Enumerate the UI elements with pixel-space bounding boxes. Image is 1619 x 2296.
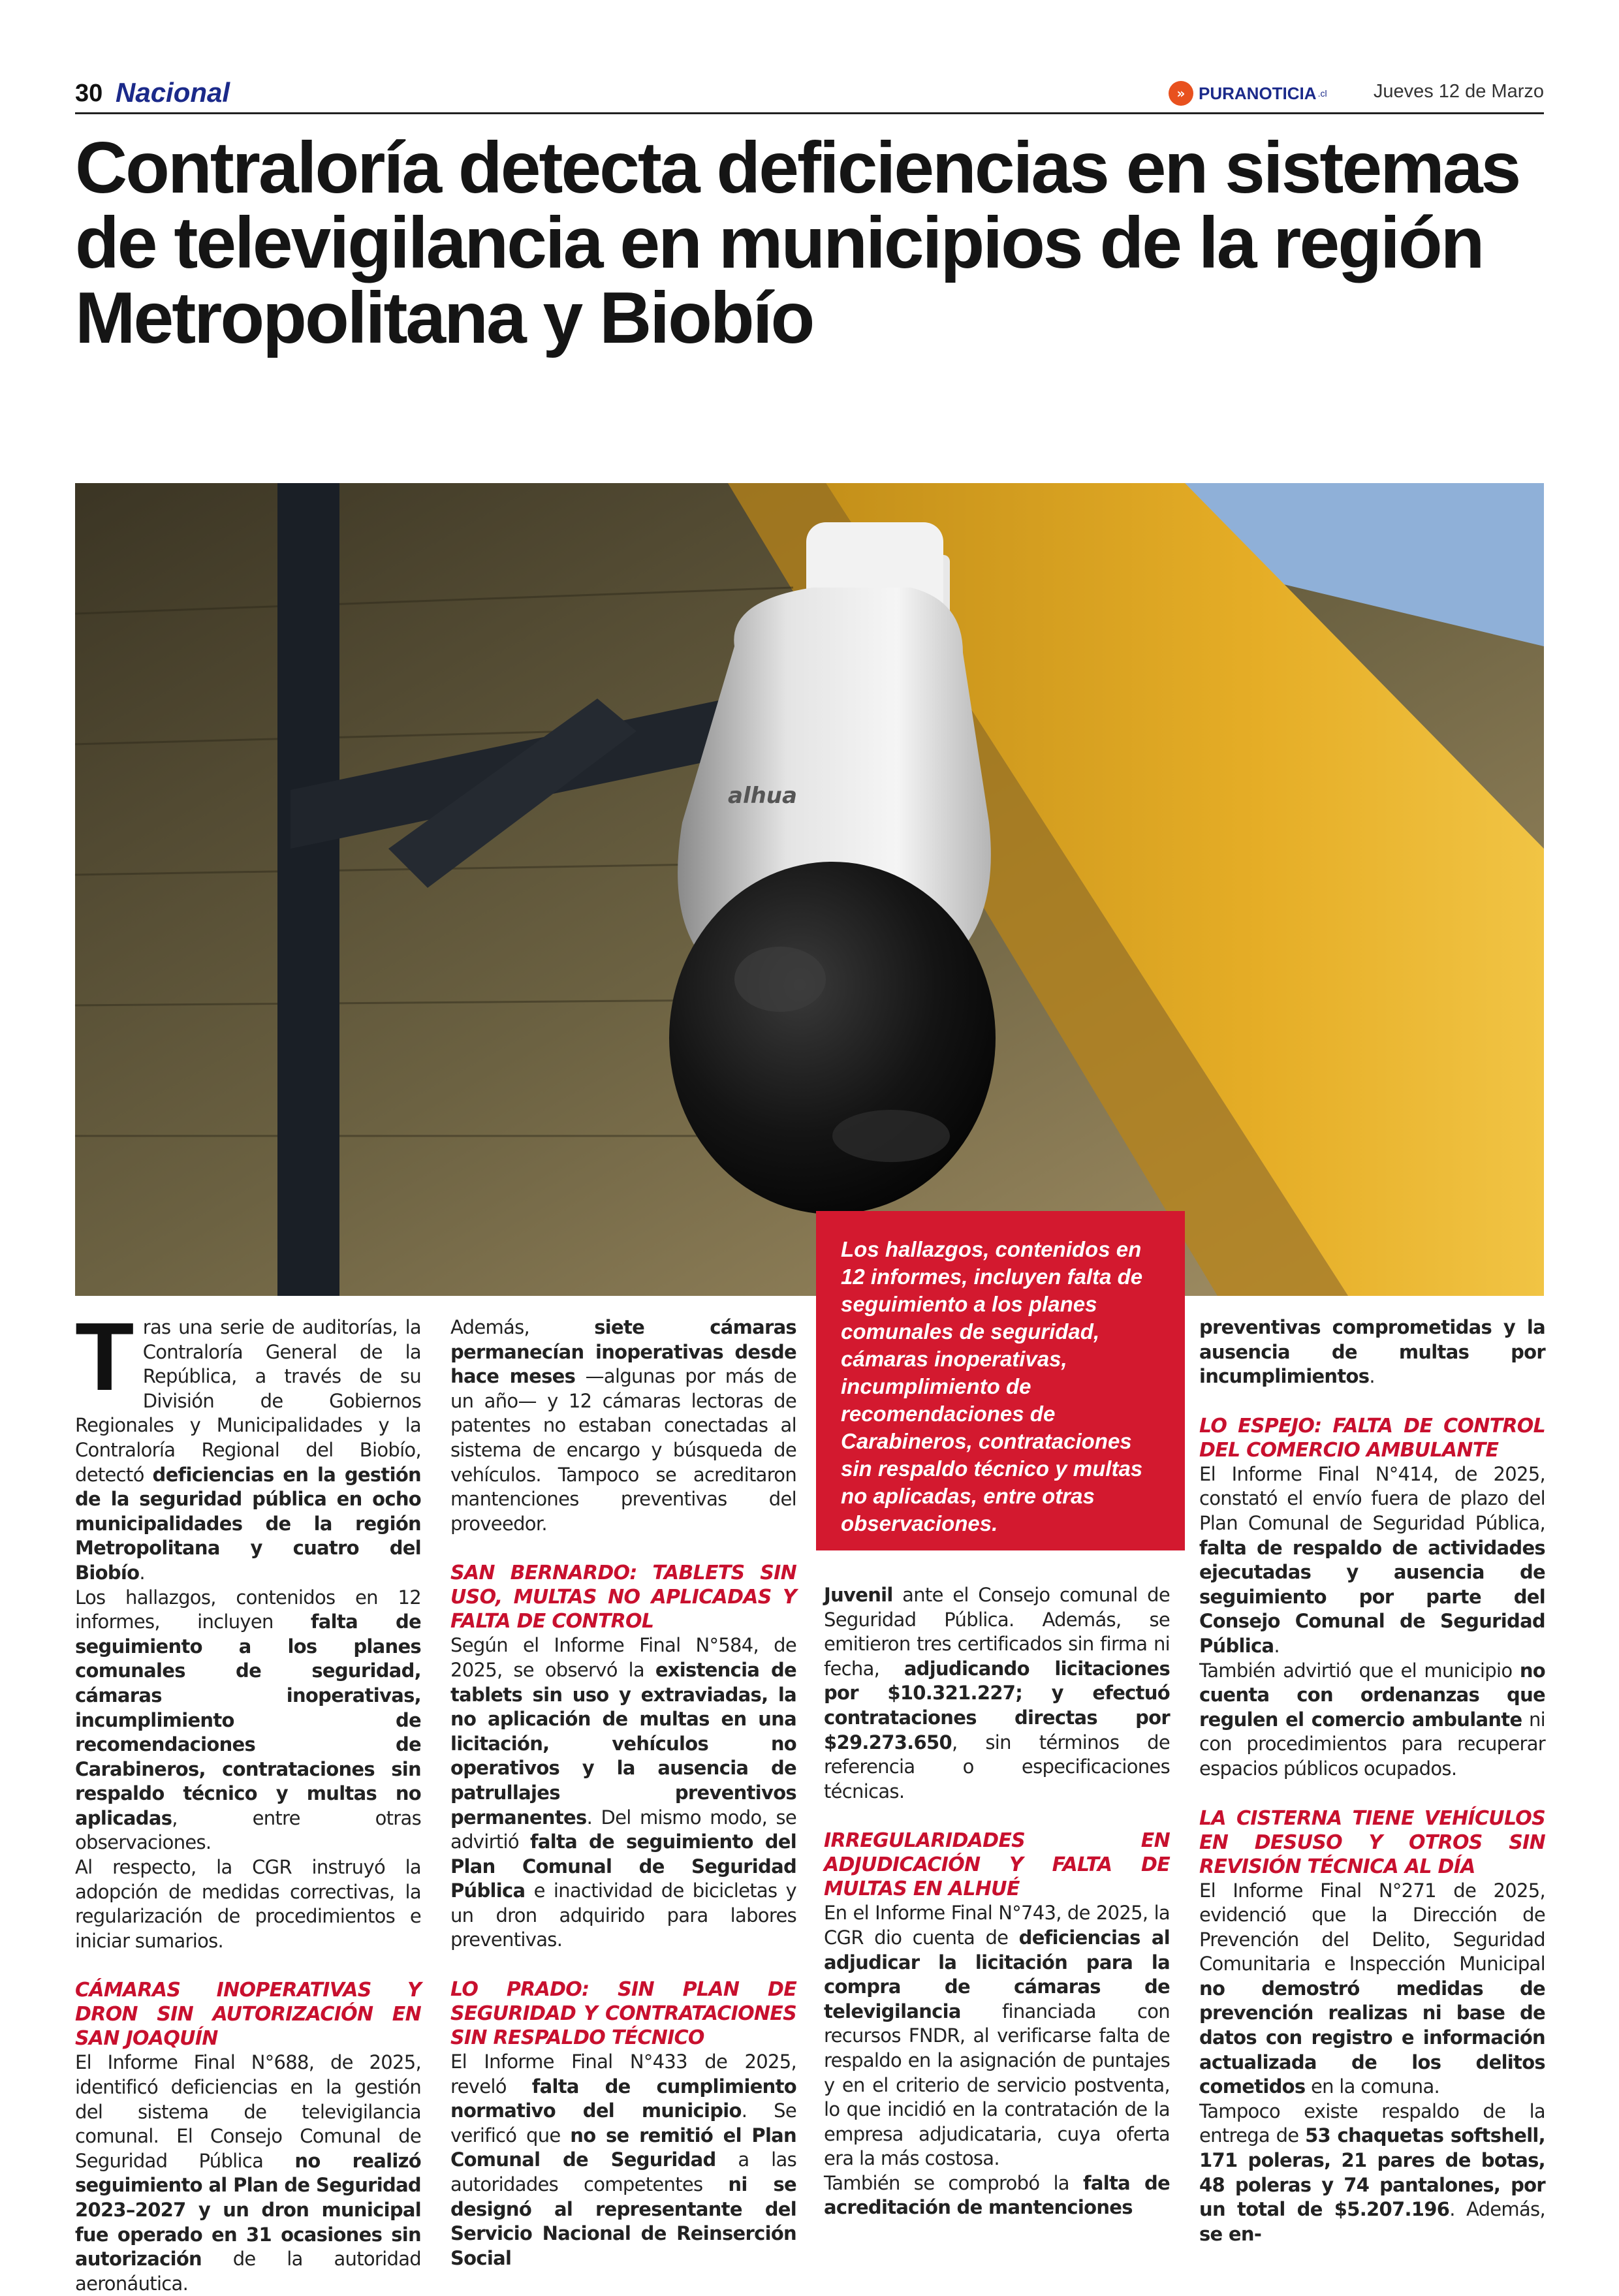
bold-text: siete cámaras permanecían inoperativas desde hace meses: [450, 1316, 796, 1388]
paragraph: [1199, 2099, 1545, 2247]
brand-name: PURANOTICIA: [1199, 83, 1317, 103]
issue-date: Jueves 12 de Marzo: [1373, 81, 1544, 102]
headline: Contraloría detecta deficiencias en sistemas de televigilancia en municipios de la región Metropolitana y Biobío: [75, 127, 1520, 358]
body-text: .: [1369, 1365, 1375, 1388]
bold-text: existencia de tablets sin uso y extraviadas, la no aplicación de multas en una licitación, vehículos no operativos y la ausencia de patrullajes preventivos permanentes: [450, 1658, 796, 1829]
paragraph: [824, 1583, 1170, 1804]
body-text: Al respecto, la CGR instruyó la adopción de medidas correctivas, la regularización de procedimientos e iniciar sumarios.: [75, 1856, 421, 1952]
body-text: —algunas por más de un año— y 12 cámaras lectoras de patentes no estaban conectadas al sistema de encargo y búsqueda de vehículos. Tampoco se acreditaron mantenciones preventivas del proveedor.: [450, 1365, 797, 1535]
paragraph: [75, 1586, 421, 1856]
body-text: .: [139, 1561, 145, 1584]
bold-text: 53 chaquetas softshell, 171 poleras, 21 pares de botas, 48 poleras y 74 pantalones, por un total de $5.207.196: [1199, 2124, 1545, 2221]
body-text: El Informe Final N°271 de 2025, evidenció que la Dirección de Prevención del Delito, Seguridad Comunitaria e Inspección Municipal: [1199, 1879, 1545, 1975]
subheading: LO ESPEJO: FALTA DE CONTROL DEL COMERCIO AMBULANTE: [1199, 1414, 1545, 1462]
pull-quote: Los hallazgos, contenidos en 12 informes, incluyen falta de seguimiento a los planes comunales de seguridad, cámaras inoperativas, incumplimiento de recomendaciones de Carabineros, contrataciones sin respaldo técnico y multas no aplicadas, entre otras observaciones.: [816, 1211, 1185, 1550]
bold-text: falta de seguimiento a los planes comunales de seguridad, cámaras inoperativas, incumplimiento de recomendaciones de Carabineros, contrataciones sin respaldo técnico y multas no aplicadas: [75, 1611, 422, 1829]
body-text: En el Informe Final N°743, de 2025, la CGR dio cuenta de: [824, 1902, 1170, 1949]
body-text: El Informe Final N°414, de 2025, constató el envío fuera de plazo del Plan Comunal de Seguridad Pública,: [1199, 1462, 1545, 1534]
body-text: . Del mismo modo, se advirtió: [450, 1806, 796, 1853]
bold-text: no cuenta con ordenanzas que regulen el comercio ambulante: [1199, 1659, 1545, 1731]
subheading: LO PRADO: SIN PLAN DE SEGURIDAD Y CONTRATACIONES SIN RESPALDO TÉCNICO: [450, 1978, 796, 2050]
subheading: IRREGULARIDADES EN ADJUDICACIÓN Y FALTA DE MULTAS EN ALHUÉ: [824, 1829, 1170, 1901]
body-text: en la comuna.: [1305, 2075, 1440, 2098]
body-text: También advirtió que el municipio: [1199, 1659, 1520, 1682]
body-text: También se comprobó la: [824, 2171, 1083, 2194]
paragraph: [1199, 1879, 1545, 2099]
body-text: ni con procedimientos para recuperar espacios públicos ocupados.: [1199, 1708, 1545, 1780]
body-text: de la autoridad aeronáutica.: [75, 2248, 421, 2295]
paragraph: [450, 2050, 796, 2271]
column-1: [75, 1303, 422, 2296]
body-text: Además,: [450, 1316, 595, 1338]
paragraph: [1199, 1659, 1545, 1782]
bold-text: adjudicando licitaciones por $10.321.227; y efectuó contrataciones directas por $29.273.650: [824, 1657, 1170, 1753]
paragraph: [75, 1855, 421, 1953]
body-text: e inactividad de bicicletas y un dron adquirido para labores preventivas.: [450, 1879, 796, 1951]
body-text: Tampoco existe respaldo de la entrega de: [1199, 2099, 1545, 2147]
bold-text: ni se designó al representante del Servicio Nacional de Reinserción Social: [450, 2173, 796, 2269]
bold-text: Juvenil: [824, 1584, 893, 1606]
bold-text: preventivas comprometidas y la ausencia de multas por incumplimientos: [1199, 1316, 1545, 1388]
column-2: [450, 1315, 796, 2271]
brand-tld: .cl: [1317, 88, 1327, 99]
bold-text: deficiencias al adjudicar la licitación para la compra de cámaras de televigilancia: [824, 1926, 1170, 2022]
body-text: a las autoridades competentes: [450, 2148, 796, 2196]
column-4: [1199, 1315, 1545, 2246]
body-text: , entre otras observaciones.: [75, 1806, 421, 1854]
body-text: Según el Informe Final N°584, de 2025, se observó la: [450, 1634, 796, 1681]
security-camera-photo: [75, 483, 1544, 1296]
paragraph: [1199, 1315, 1545, 1389]
body-text: .: [1274, 1634, 1280, 1657]
body-text: . Además,: [1449, 2198, 1545, 2221]
page-header: [75, 73, 1544, 114]
body-text: Los hallazgos, contenidos en 12 informes, incluyen: [75, 1586, 421, 1633]
body-text: . Se verificó que: [450, 2099, 797, 2147]
section-label[interactable]: Nacional: [116, 77, 230, 108]
bold-text: no demostró medidas de prevención realizas ni base de datos con registro e información actualizada de los delitos cometidos: [1199, 1977, 1545, 2098]
bold-text: falta de seguimiento del Plan Comunal de Seguridad Pública: [450, 1831, 796, 1902]
bold-text: falta de respaldo de actividades ejecutadas y ausencia de seguimiento por parte del Consejo Comunal de Seguridad Pública: [1199, 1536, 1545, 1657]
subheading: CÁMARAS INOPERATIVAS Y DRON SIN AUTORIZACIÓN EN SAN JOAQUÍN: [75, 1979, 421, 2051]
body-text: financiada con recursos FNDR, al verificarse falta de respaldo en la asignación de puntajes y en el criterio de servicio postventa, lo que incidió en la contratación de la empresa adjudicataria, cuya oferta era la más costosa.: [824, 2000, 1170, 2170]
drop-cap: T: [75, 1303, 134, 1411]
page-number: 30: [75, 80, 103, 107]
body-text: , sin términos de referencia o especificaciones técnicas.: [824, 1731, 1170, 1802]
bold-text: no realizó seguimiento al Plan de Seguridad 2023–2027 y un dron municipal fue operado en 31 ocasiones sin autorización: [75, 2149, 421, 2271]
bold-text: deficiencias en la gestión de la seguridad pública en ocho municipalidades de la región Metropolitana y cuatro del Biobío: [75, 1463, 421, 1584]
paragraph: [75, 2051, 421, 2296]
paragraph: [824, 1901, 1170, 2171]
bold-text: falta de cumplimiento normativo del municipio: [450, 2075, 796, 2122]
intro-paragraph: [75, 1303, 421, 1586]
chevron-right-icon: »: [1169, 81, 1193, 106]
paragraph: [450, 1315, 796, 1536]
brand-logo[interactable]: [1169, 81, 1327, 106]
body-text: ante el Consejo comunal de Seguridad Pública. Además, se emitieron tres certificados sin firma ni fecha,: [824, 1584, 1170, 1680]
camera-brand: alhua: [728, 783, 797, 809]
column-3: [824, 1583, 1170, 2220]
subheading: LA CISTERNA TIENE VEHÍCULOS EN DESUSO Y OTROS SIN REVISIÓN TÉCNICA AL DÍA: [1199, 1806, 1545, 1878]
paragraph: [1199, 1462, 1545, 1659]
paragraph: [450, 1633, 796, 1953]
body-text: ras una serie de auditorías, la Contraloría General de la República, a través de su División de Gobiernos Regionales y Municipalidades y la Contraloría Regional del Biobío, detectó: [75, 1316, 421, 1486]
body-text: El Informe Final N°433 de 2025, reveló: [450, 2051, 796, 2098]
subheading: SAN BERNARDO: TABLETS SIN USO, MULTAS NO APLICADAS Y FALTA DE CONTROL: [450, 1562, 796, 1633]
bold-text: se en-: [1199, 2222, 1262, 2245]
bold-text: falta de acreditación de mantenciones: [824, 2171, 1170, 2219]
body-text: El Informe Final N°688, de 2025, identificó deficiencias en la gestión del sistema de televigilancia comunal. El Consejo Comunal de Seguridad Pública: [75, 2051, 421, 2172]
bold-text: no se remitió el Plan Comunal de Seguridad: [450, 2124, 796, 2171]
paragraph: [824, 2171, 1170, 2220]
